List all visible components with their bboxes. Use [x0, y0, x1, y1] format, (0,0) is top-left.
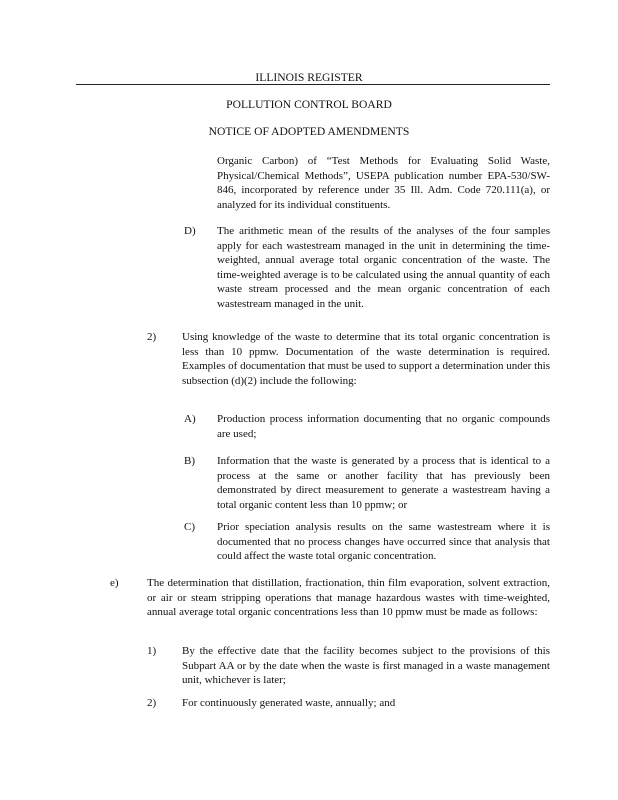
notice-title: NOTICE OF ADOPTED AMENDMENTS	[208, 125, 410, 138]
item-b-text: Information that the waste is generated by a process that is identical to a process at the same or another facility that has previously been demonstrated by direct measurement to generate a wastestream having a total organic content less than 10 ppmw; or	[217, 455, 550, 511]
item-b-label: B)	[184, 455, 195, 467]
header-rule	[76, 84, 550, 85]
item-c-text: Prior speciation analysis results on the same wastestream where it is documented that no process changes have occurred since that analysis that could affect the waste total organic concentration.	[217, 521, 550, 563]
item-e1-label: 1)	[147, 645, 157, 657]
item-c-label: C)	[184, 521, 195, 533]
item-d-label: D)	[184, 225, 196, 237]
item-2-text: Using knowledge of the waste to determine that its total organic concentration is less than 10 ppmw. Documentation of the waste determination is required. Examples of documentation that must be used to support a determination under this subsection (d)(2) include the following:	[182, 331, 550, 387]
continuation-paragraph: Organic Carbon) of “Test Methods for Evaluating Solid Waste, Physical/Chemical Methods”, USEPA publication number EPA-530/SW-846, incorporated by reference under 35 Ill. Adm. Code 720.111(a), or analyzed for its individual constituents.	[217, 155, 550, 211]
item-e2-text: For continuously generated waste, annually; and	[182, 697, 396, 709]
item-2-label: 2)	[147, 331, 157, 343]
item-e2-label: 2)	[147, 697, 157, 709]
item-a-text: Production process information documenting that no organic compounds are used;	[217, 413, 550, 440]
item-a-label: A)	[184, 413, 196, 425]
board-name: POLLUTION CONTROL BOARD	[226, 98, 392, 111]
item-e-text: The determination that distillation, fractionation, thin film evaporation, solvent extraction, or air or steam stripping operations that manage hazardous wastes with time-weighted, annual average total organic concentrations less than 10 ppmw must be made as follows:	[147, 577, 550, 619]
item-d-text: The arithmetic mean of the results of the analyses of the four samples apply for each wastestream managed in the unit in determining the time-weighted, annual average total organic concentration of the waste. The time-weighted average is to be calculated using the annual quantity of each waste stream processed and the mean organic concentration of each wastestream managed in the unit.	[217, 225, 550, 310]
register-title: ILLINOIS REGISTER	[255, 71, 363, 84]
item-e-label: e)	[110, 577, 119, 589]
item-e1-text: By the effective date that the facility becomes subject to the provisions of this Subpart AA or by the date when the waste is first managed in a waste management unit, whichever is later;	[182, 645, 550, 687]
